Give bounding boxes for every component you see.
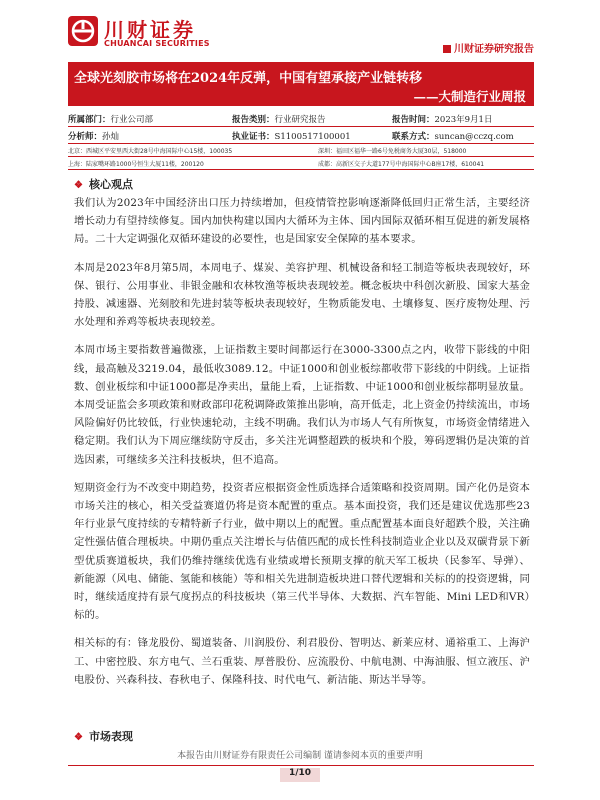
meta-row [68, 110, 534, 127]
report-body [74, 194, 530, 699]
report-header [0, 0, 600, 62]
diamond-icon: ❖ [74, 180, 83, 191]
dept-value: 行业公司部 [110, 115, 154, 125]
report-subtitle: ——大制造行业周报 [413, 89, 526, 104]
page-number: 1/10 [280, 768, 320, 782]
section-market [74, 728, 133, 744]
contact-label: 联系方式： [392, 132, 435, 142]
analyst-label: 分析师： [68, 132, 103, 142]
type-value: 行业研究报告 [274, 115, 326, 125]
paragraph: 相关标的有：锋龙股份、蜀道装备、川润股份、利君股份、智明达、新莱应材、通裕重工、上海沪工、中密控股、东方电气、兰石重装、厚普股份、应流股份、中航电测、中海油服、恒立液压、沪电股份、兴森科技、春秋电子、保隆科技、时代电气、新洁能、斯达半导等。 [74, 637, 530, 686]
section-title: 市场表现 [88, 730, 133, 743]
address-row [68, 144, 534, 157]
address-row [68, 157, 534, 170]
contact-value[interactable]: suncan@cczq.com [434, 132, 514, 142]
paragraph: 本周是2023年8月第5周，本周电子、煤炭、美容护理、机械设备和轻工制造等板块表现较好，环保、银行、公用事业、非银金融和农林牧渔等板块表现较差。概念板块中科创次新股、国家大基金持股、减速器、光刻胶和先进封装等板块表现较好，生物质能发电、土壤修复、医疗废物处理、污水处理和养鸡等板块表现较差。 [74, 261, 530, 329]
brand-name: 川财证券 [104, 18, 196, 42]
date-label: 报告时间： [392, 115, 435, 125]
office-addresses [68, 144, 534, 170]
cert-label: 执业证书： [232, 132, 275, 142]
address-shenzhen: 深圳：福田区福华一路6号免税商务大厦30层，518000 [318, 148, 467, 155]
address-chengdu: 成都：高新区交子大道177号中海国际中心B座17楼，610041 [318, 161, 485, 168]
section-core-view [74, 176, 133, 192]
brand-name-en: CHUANCAI SECURITIES [104, 39, 210, 48]
report-meta [68, 110, 534, 144]
analyst-value: 孙灿 [102, 132, 120, 142]
address-beijing: 北京：西城区平安里西大街28号中海国际中心15楼，100035 [68, 148, 233, 155]
section-title: 核心观点 [88, 178, 133, 191]
paragraph: 短期资金行为不改变中期趋势，投资者应根据资金性质选择合适策略和投资周期。国产化仍是资本市场关注的核心，相关受益赛道仍将是资本配置的重点。基本面投资，我们还是建议优选那些23年行业景气度持续的专精特新子行业，做中期以上的配置。重点配置基本面良好超跌个股，关注确定性强估值合理板块。中期仍重点关注增长与估值匹配的成长性科技制造业企业以及双碳背景下新型优质赛道板块，我们仍维持继续优选有业绩或增长预期支撑的航天军工板块（民参军、导弹）、新能源（风电、储能、氢能和核能）等和相关先进制造板块进口替代逻辑和关标的的投资逻辑，同时，继续适度持有景气度拐点的科技板块（第三代半导体、大数据、汽车智能、Mini LED和VR）标的。 [74, 481, 530, 622]
disclaimer-note: 本报告由川财证券有限责任公司编制 谨请参阅本页的重要声明 [177, 751, 423, 761]
diamond-icon: ❖ [74, 732, 83, 743]
paragraph: 本周市场主要指数普遍微涨，上证指数主要时间都运行在3000-3300点之内，收带下影线的中阳线，最高触及3219.04，最低收3089.12。中证1000和创业板综都收带下影线的中阴线。上证指数、创业板综和中证1000都是净卖出，量能上看，上证指数、中证1000和创业板综都明显放量。本周受证监会多项政策和财政部印花税调降政策推出影响，高开低走，北上资金仍持续流出，市场风险偏好仍比较低，行业快速轮动，主线不明确。我们认为市场人气有所恢复，市场资金情绪进入稳定期。我们认为下周应继续防守反击，多关注光调整超跌的板块和个股，筹码逻辑仍是决策的首选因素，可继续多关注科技板块，但不追高。 [74, 344, 530, 466]
paragraph: 我们认为2023年中国经济出口压力持续增加，但疫情管控影响逐渐降低回归正常生活，主要经济增长动力有望持续修复。国内加快构建以国内大循环为主体、国内国际双循环相互促进的新发展格局。二十大定调强化双循环建设的必要性，也是国家安全保障的基本要求。 [74, 197, 530, 246]
report-series-label: 川财证券研究报告 [454, 44, 534, 55]
footer-divider [68, 765, 534, 766]
square-icon [443, 45, 451, 53]
address-shanghai: 上海：陆家嘴环路1000号恒生大厦11楼，200120 [68, 161, 204, 168]
title-banner [68, 62, 534, 106]
cert-value: S1100517100001 [274, 132, 351, 142]
report-title: 全球光刻胶市场将在2024年反弹，中国有望承接产业链转移 [74, 71, 423, 86]
type-label: 报告类别： [232, 115, 275, 125]
logo-icon [68, 16, 98, 46]
report-series [443, 40, 534, 55]
date-value: 2023年9月1日 [434, 115, 493, 125]
dept-label: 所属部门： [68, 115, 111, 125]
meta-row [68, 127, 534, 144]
